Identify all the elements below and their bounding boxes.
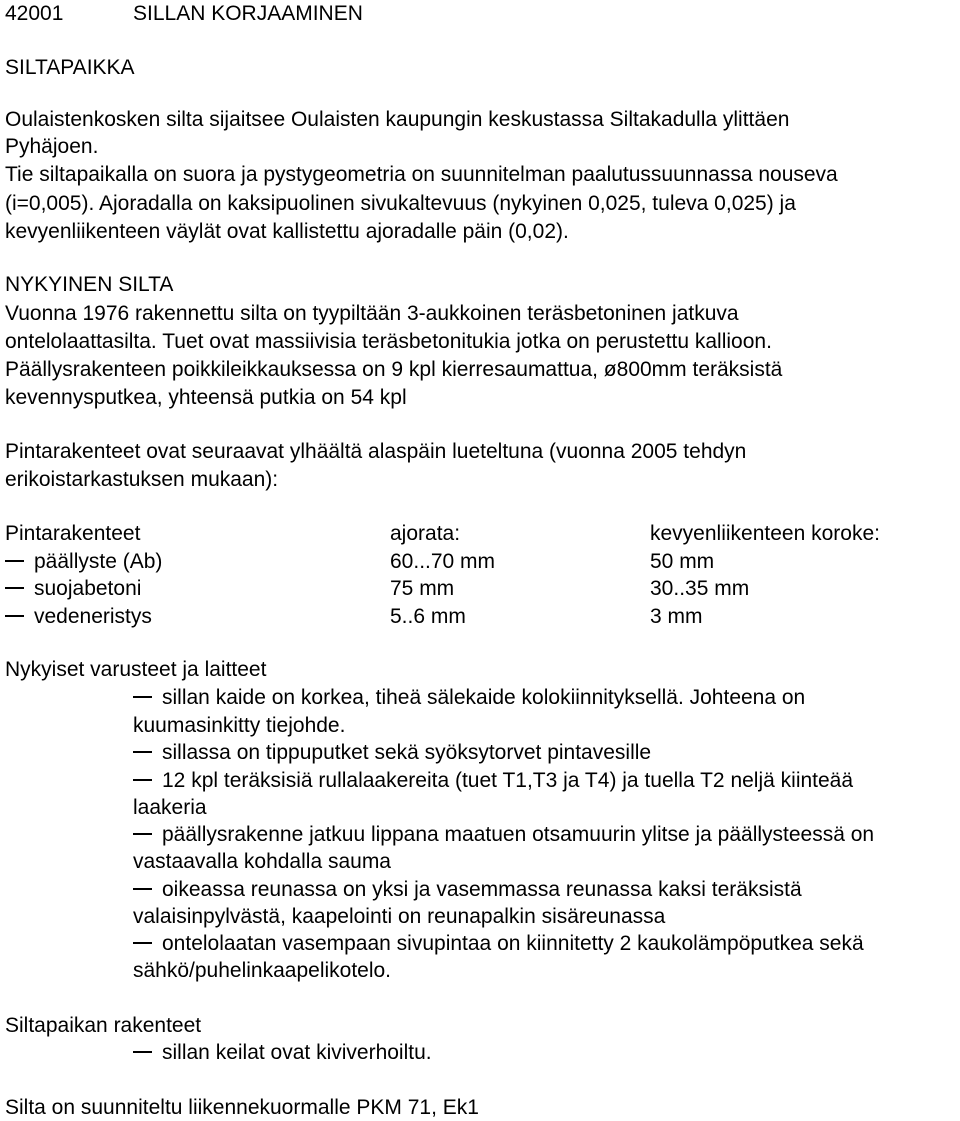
equipment-heading: Nykyiset varusteet ja laitteet [5,658,267,681]
current-bridge-line: Päällysrakenteen poikkileikkauksessa on 9 kpl kierresaumattua, ø800mm teräksistä [5,358,783,381]
table-row-layer-name: vedeneristys [5,603,152,630]
equipment-item-cont: valaisinpylvästä, kaapelointi on reunapalkin sisäreunassa [133,905,666,928]
table-row-layer-name: suojabetoni [5,575,141,602]
dash-bullet [133,779,152,781]
table-row-walkway-value: 50 mm [650,550,715,573]
document-title: SILLAN KORJAAMINEN [133,2,363,25]
site-line: Oulaistenkosken silta sijaitsee Oulaisten kaupungin keskustassa Siltakadulla ylittäen [5,108,790,131]
table-row-layer-name: päällyste (Ab) [5,548,162,575]
current-bridge-heading: NYKYINEN SILTA [5,273,174,296]
table-row-roadway-value: 5..6 mm [390,605,466,628]
surface-line: erikoistarkastuksen mukaan): [5,468,279,491]
design-load-line: Silta on suunniteltu liikennekuormalle PKM 71, Ek1 [5,1096,479,1119]
current-bridge-line: kevennysputkea, yhteensä putkia on 54 kpl [5,386,407,409]
equipment-item-cont: sähkö/puhelinkaapelikotelo. [133,959,392,982]
current-bridge-line: Vuonna 1976 rakennettu silta on tyypiltään 3-aukkoinen teräsbetoninen jatkuva [5,302,739,325]
site-line: Tie siltapaikalla on suora ja pystygeometria on suunnitelman paalutussuunnassa nouseva [5,163,838,186]
dash-bullet [5,615,24,617]
dash-bullet [5,560,24,562]
equipment-item: sillassa on tippuputket sekä syöksytorvet pintavesille [133,739,651,766]
dash-bullet [133,888,152,890]
dash-bullet [133,1051,152,1053]
table-header-layer: Pintarakenteet [5,522,141,545]
equipment-item: ontelolaatan vasempaan sivupintaa on kiinnitetty 2 kaukolämpöputkea sekä [133,930,864,957]
equipment-item: 12 kpl teräksisiä rullalaakereita (tuet T1,T3 ja T4) ja tuella T2 neljä kiinteää [133,767,853,794]
table-header-roadway: ajorata: [390,522,461,545]
equipment-item-cont: vastaavalla kohdalla sauma [133,850,391,873]
dash-bullet [133,696,152,698]
equipment-item: sillan kaide on korkea, tiheä sälekaide kolokiinnityksellä. Johteena on [133,684,805,711]
site-heading: SILTAPAIKKA [5,56,135,79]
equipment-item: oikeassa reunassa on yksi ja vasemmassa reunassa kaksi teräksistä [133,876,802,903]
table-row-walkway-value: 30..35 mm [650,577,750,600]
equipment-item: päällysrakenne jatkuu lippana maatuen otsamuurin ylitse ja päällysteessä on [133,821,874,848]
site-line: (i=0,005). Ajoradalla on kaksipuolinen sivukaltevuus (nykyinen 0,025, tuleva 0,025) ja [5,192,796,215]
equipment-item-cont: laakeria [133,796,207,819]
surface-line: Pintarakenteet ovat seuraavat ylhäältä alaspäin lueteltuna (vuonna 2005 tehdyn [5,440,747,463]
table-row-roadway-value: 60...70 mm [390,550,496,573]
table-row-roadway-value: 75 mm [390,577,455,600]
dash-bullet [5,587,24,589]
dash-bullet [133,942,152,944]
equipment-item-cont: kuumasinkitty tiejohde. [133,714,346,737]
site-line: kevyenliikenteen väylät ovat kallistettu ajoradalle päin (0,02). [5,220,569,243]
structures-item: sillan keilat ovat kiviverhoiltu. [133,1039,432,1066]
table-row-walkway-value: 3 mm [650,605,703,628]
current-bridge-line: ontelolaattasilta. Tuet ovat massiivisia teräsbetonitukia jotka on perustettu kallioon. [5,330,772,353]
document-code: 42001 [5,2,64,25]
dash-bullet [133,751,152,753]
structures-heading: Siltapaikan rakenteet [5,1014,202,1037]
table-header-walkway: kevyenliikenteen koroke: [650,522,880,545]
site-line: Pyhäjoen. [5,135,99,158]
dash-bullet [133,833,152,835]
